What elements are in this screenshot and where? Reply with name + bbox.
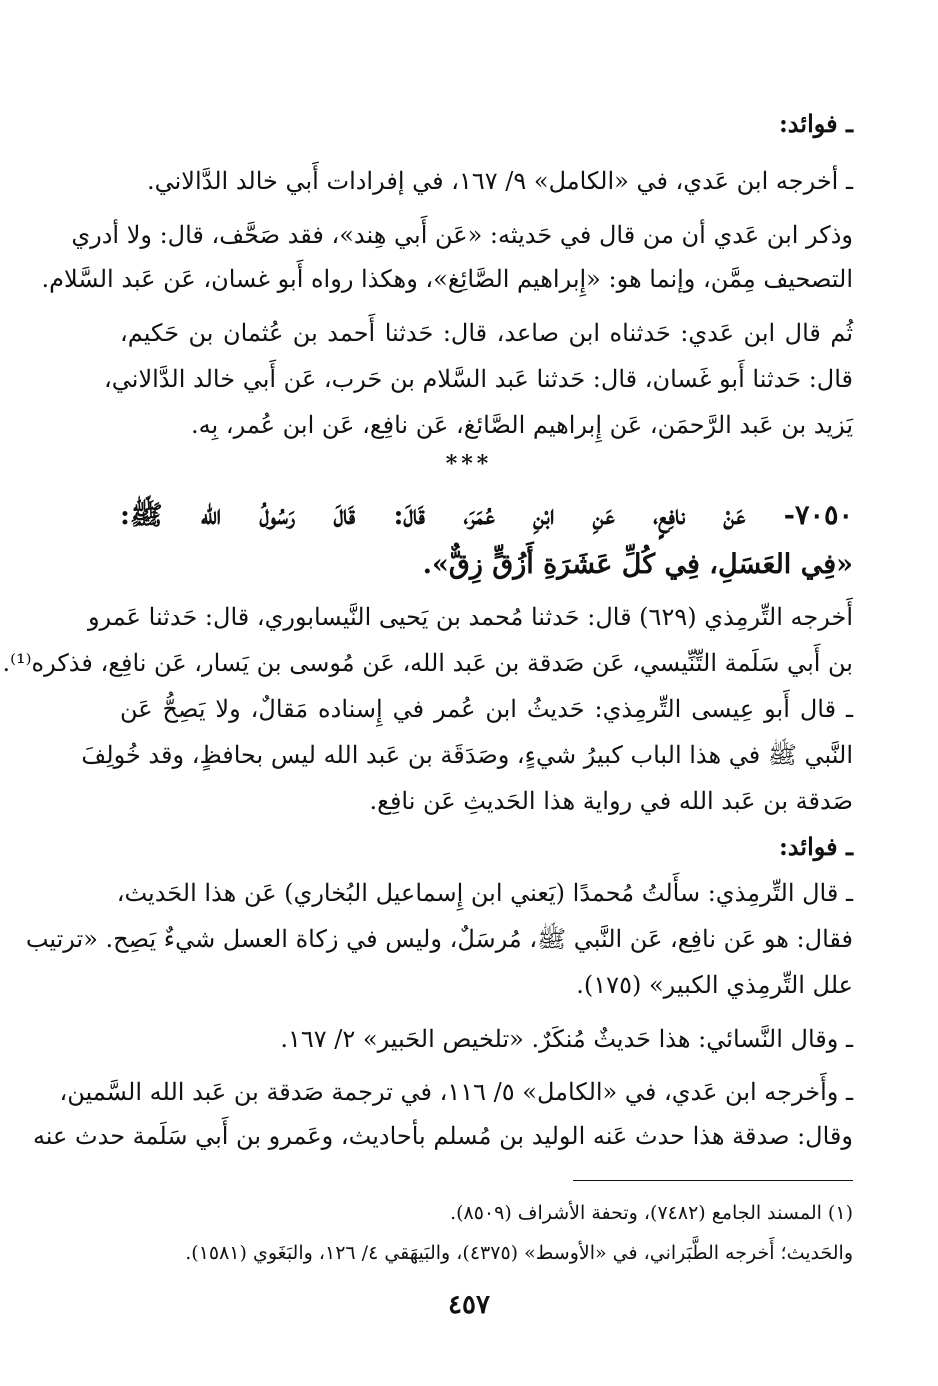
takhrij-line: بن أَبي سَلَمة التِّنِّيسي، عَن صَدقة بن عَبد الله، عَن مُوسى بن يَسار، عَن نافِع، فذكره⁽¹⁾. (2, 649, 853, 677)
text-line: علل التِّرمِذي الكبير» (١٧٥). (576, 971, 853, 999)
hadith-text: ٧٠٥٠- عَنْ نافِعٍ، عَنِ ابْنِ عُمَرَ، قَالَ: قَالَ رَسُولُ الله ﷺ: (120, 500, 853, 531)
tirmidhi-comment-line: النَّبي ﷺ في هذا الباب كبيرُ شيءٍ، وصَدَقَة بن عَبد الله ليس بحافظٍ، وقد خُولِفَ (81, 741, 853, 769)
hadith-text: «فِي العَسَلِ، فِي كُلِّ عَشَرَةِ أَزُقٍّ زِقٌّ». (422, 549, 853, 580)
text-line: فقال: هو عَن نافِع، عَن النَّبي ﷺ، مُرسَلٌ، وليس في زكاة العسل شيءٌ يَصِح. «ترتيب (25, 925, 853, 953)
footnote: (١) المسند الجامع (٧٤٨٢)، وتحفة الأشراف (٨٥٠٩). (450, 1202, 853, 1224)
takhrij-line: أَخرجه التِّرمِذي (٦٢٩) قال: حَدثنا مُحمد بن يَحيى النَّيسابوري، قال: حَدثنا عَمرو (87, 603, 853, 631)
footnote: والحَديث؛ أَخرجه الطَّبَراني، في «الأوسط» (٤٣٧٥)، والبَيهَقي ٤/ ١٢٦، والبَغَوي (١٥٨١). (185, 1242, 853, 1264)
text-line: قال: حَدثنا أَبو غَسان، قال: حَدثنا عَبد السَّلام بن حَرب، عَن أَبي خالد الدَّالاني، (104, 365, 853, 393)
text-line: ثُم قال ابن عَدي: حَدثناه ابن صاعد، قال: حَدثنا أَحمد بن عُثمان بن حَكيم، (120, 319, 853, 347)
footnote-divider (573, 1180, 853, 1181)
text-line: يَزيد بن عَبد الرَّحمَن، عَن إِبراهيم الصَّائغ، عَن نافِع، عَن ابن عُمر، بِه. (191, 411, 853, 439)
tirmidhi-comment-line: صَدقة بن عَبد الله في رواية هذا الحَديثِ عَن نافِع. (369, 787, 853, 815)
text-line: ـ وأَخرجه ابن عَدي، في «الكامل» ٥/ ١١٦، في ترجمة صَدقة بن عَبد الله السَّمين، (59, 1078, 853, 1106)
text-line: وقال: صدقة هذا حدث عَنه الوليد بن مُسلم بأحاديث، وعَمرو بن أَبي سَلَمة حدث عنه (32, 1122, 853, 1150)
text-line: وذكر ابن عَدي أن من قال في حَديثه: «عَن أَبي هِند»، فقد صَحَّف، قال: ولا أدري (71, 221, 853, 249)
tirmidhi-comment-line: ـ قال أَبو عِيسى التِّرمِذي: حَديثُ ابن عُمر في إِسناده مَقالٌ، ولا يَصِحُّ عَن (120, 695, 853, 723)
text-line: ـ أخرجه ابن عَدي، في «الكامل» ٩/ ١٦٧، في إفرادات أَبي خالد الدَّالاني. (146, 167, 853, 195)
text-line: ـ وقال النَّسائي: هذا حَديثٌ مُنكَرٌ. «تلخيص الحَبير» ٢/ ١٦٧. (280, 1025, 853, 1053)
text-line: ـ قال التِّرمِذي: سأَلتُ مُحمدًا (يَعني ابن إِسماعيل البُخاري) عَن هذا الحَديث، (116, 879, 853, 907)
section-heading-benefits: ـ فوائد: (778, 109, 853, 138)
section-separator: *** (445, 451, 493, 477)
page-number: ٤٥٧ (448, 1290, 490, 1320)
section-heading-benefits: ـ فوائد: (778, 832, 853, 861)
text-line: التصحيف مِمَّن، وإنما هو: «إِبراهيم الصَّائِغ»، وهكذا رواه أَبو غسان، عَن عَبد السَّلام. (41, 265, 853, 293)
